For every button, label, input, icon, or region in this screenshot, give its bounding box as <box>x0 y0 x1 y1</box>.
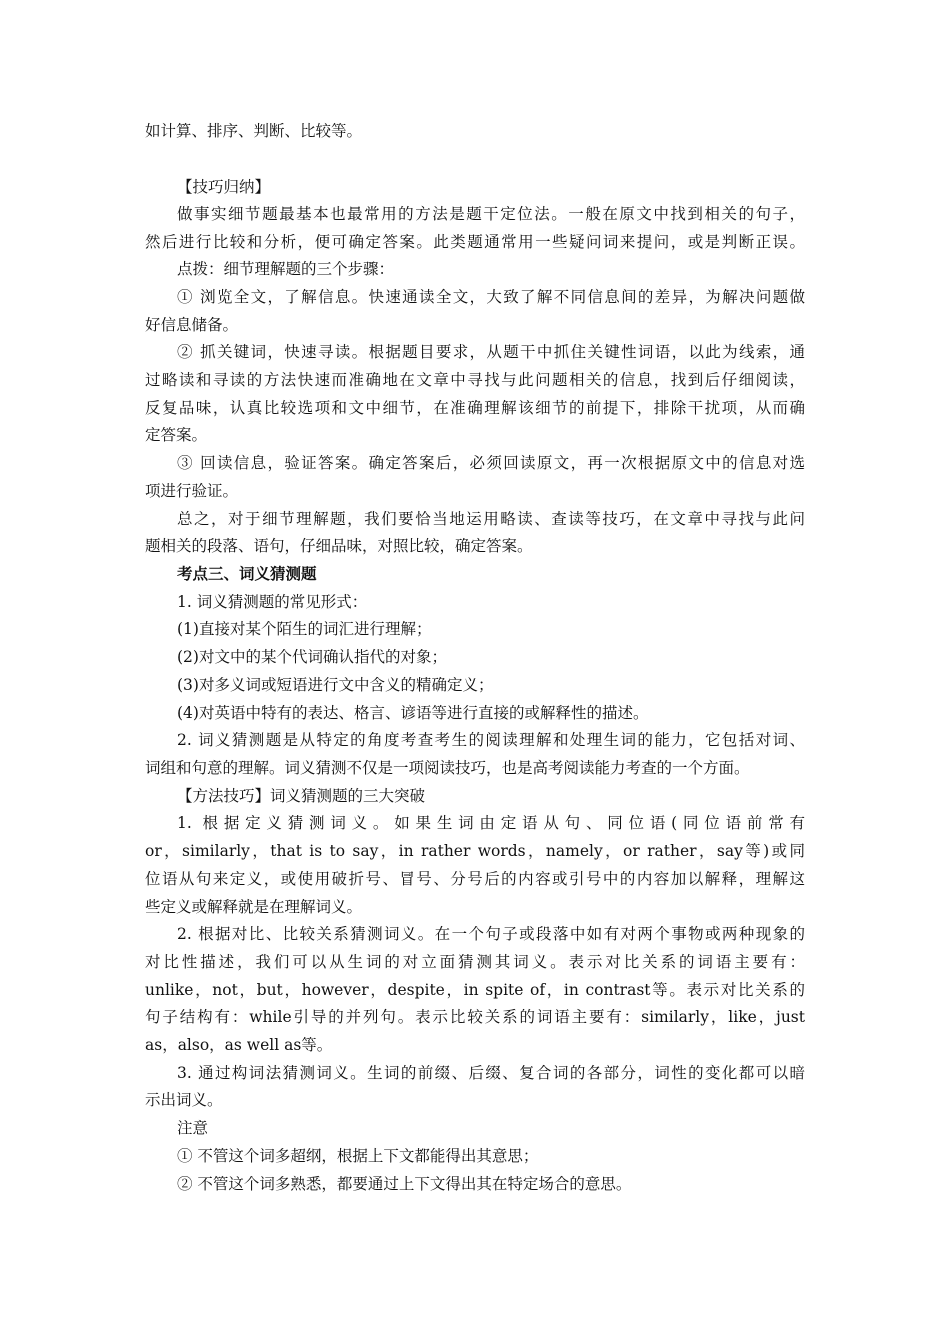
paragraph-line: ③ 回读信息，验证答案。确定答案后，必须回读原文，再一次根据原文中的信息对选 <box>177 454 805 472</box>
paragraph-line: 好信息储备。 <box>145 316 239 334</box>
paragraph-line: unlike，not，but，however，despite，in spite of，in contrast等。表示对比关系的 <box>145 981 805 999</box>
paragraph-line: 词组和句意的理解。词义猜测不仅是一项阅读技巧，也是高考阅读能力考查的一个方面。 <box>145 759 750 777</box>
paragraph-line: as，also，as well as等。 <box>145 1036 333 1054</box>
paragraph-line: 1. 根据定义猜测词义。如果生词由定语从句、同位语(同位语前常有 <box>177 814 805 832</box>
paragraph-line: 对比性描述，我们可以从生词的对立面猜测其词义。表示对比关系的词语主要有： <box>145 953 805 971</box>
paragraph-line: 句子结构有：while引导的并列句。表示比较关系的词语主要有：similarly，like，just <box>145 1008 805 1026</box>
paragraph-line: 点拨：细节理解题的三个步骤： <box>177 260 395 278</box>
paragraph-line: 位语从句来定义，或使用破折号、冒号、分号后的内容或引号中的内容加以解释，理解这 <box>145 870 805 888</box>
section-heading: 考点三、词义猜测题 <box>177 564 317 583</box>
paragraph-line: 2. 词义猜测题是从特定的角度考查考生的阅读理解和处理生词的能力，它包括对词、 <box>177 731 805 749</box>
paragraph-line: 2. 根据对比、比较关系猜测词义。在一个句子或段落中如有对两个事物或两种现象的 <box>177 925 805 943</box>
list-item: (3)对多义词或短语进行文中含义的精确定义； <box>177 676 494 694</box>
paragraph-line: 3. 通过构词法猜测词义。生词的前缀、后缀、复合词的各部分，词性的变化都可以暗 <box>177 1064 805 1082</box>
list-item: (4)对英语中特有的表达、格言、谚语等进行直接的或解释性的描述。 <box>177 704 649 722</box>
paragraph-line: 1. 词义猜测题的常见形式： <box>177 593 368 611</box>
paragraph-line: 项进行验证。 <box>145 482 239 500</box>
paragraph-line: 定答案。 <box>145 426 208 444</box>
paragraph-line: 过略读和寻读的方法快速而准确地在文章中寻找与此问题相关的信息，找到后仔细阅读， <box>145 371 805 389</box>
paragraph-line: 如计算、排序、判断、比较等。 <box>145 122 363 140</box>
paragraph-line: 总之，对于细节理解题，我们要恰当地运用略读、查读等技巧，在文章中寻找与此问 <box>177 510 805 528</box>
note-heading: 注意 <box>177 1119 209 1137</box>
section-heading: 【技巧归纳】 <box>177 178 271 196</box>
paragraph-line: 做事实细节题最基本也最常用的方法是题干定位法。一般在原文中找到相关的句子， <box>177 205 805 223</box>
list-item: (1)直接对某个陌生的词汇进行理解； <box>177 620 432 638</box>
paragraph-line: 些定义或解释就是在理解词义。 <box>145 898 363 916</box>
paragraph-line: ② 抓关键词，快速寻读。根据题目要求，从题干中抓住关键性词语，以此为线索，通 <box>177 343 805 361</box>
section-heading: 【方法技巧】词义猜测题的三大突破 <box>177 787 426 805</box>
paragraph-line: 然后进行比较和分析，便可确定答案。此类题通常用一些疑问词来提问，或是判断正误。 <box>145 233 805 251</box>
list-item: ② 不管这个词多熟悉，都要通过上下文得出其在特定场合的意思。 <box>177 1175 632 1193</box>
paragraph-line: 示出词义。 <box>145 1091 223 1109</box>
paragraph-line: ① 浏览全文，了解信息。快速通读全文，大致了解不同信息间的差异，为解决问题做 <box>177 288 805 306</box>
paragraph-line: 反复品味，认真比较选项和文中细节，在准确理解该细节的前提下，排除干扰项，从而确 <box>145 399 805 417</box>
paragraph-line: or，similarly，that is to say，in rather words，namely，or rather，say等)或同 <box>145 842 805 860</box>
list-item: (2)对文中的某个代词确认指代的对象； <box>177 648 447 666</box>
paragraph-line: 题相关的段落、语句，仔细品味，对照比较，确定答案。 <box>145 537 533 555</box>
list-item: ① 不管这个词多超纲，根据上下文都能得出其意思； <box>177 1147 539 1165</box>
